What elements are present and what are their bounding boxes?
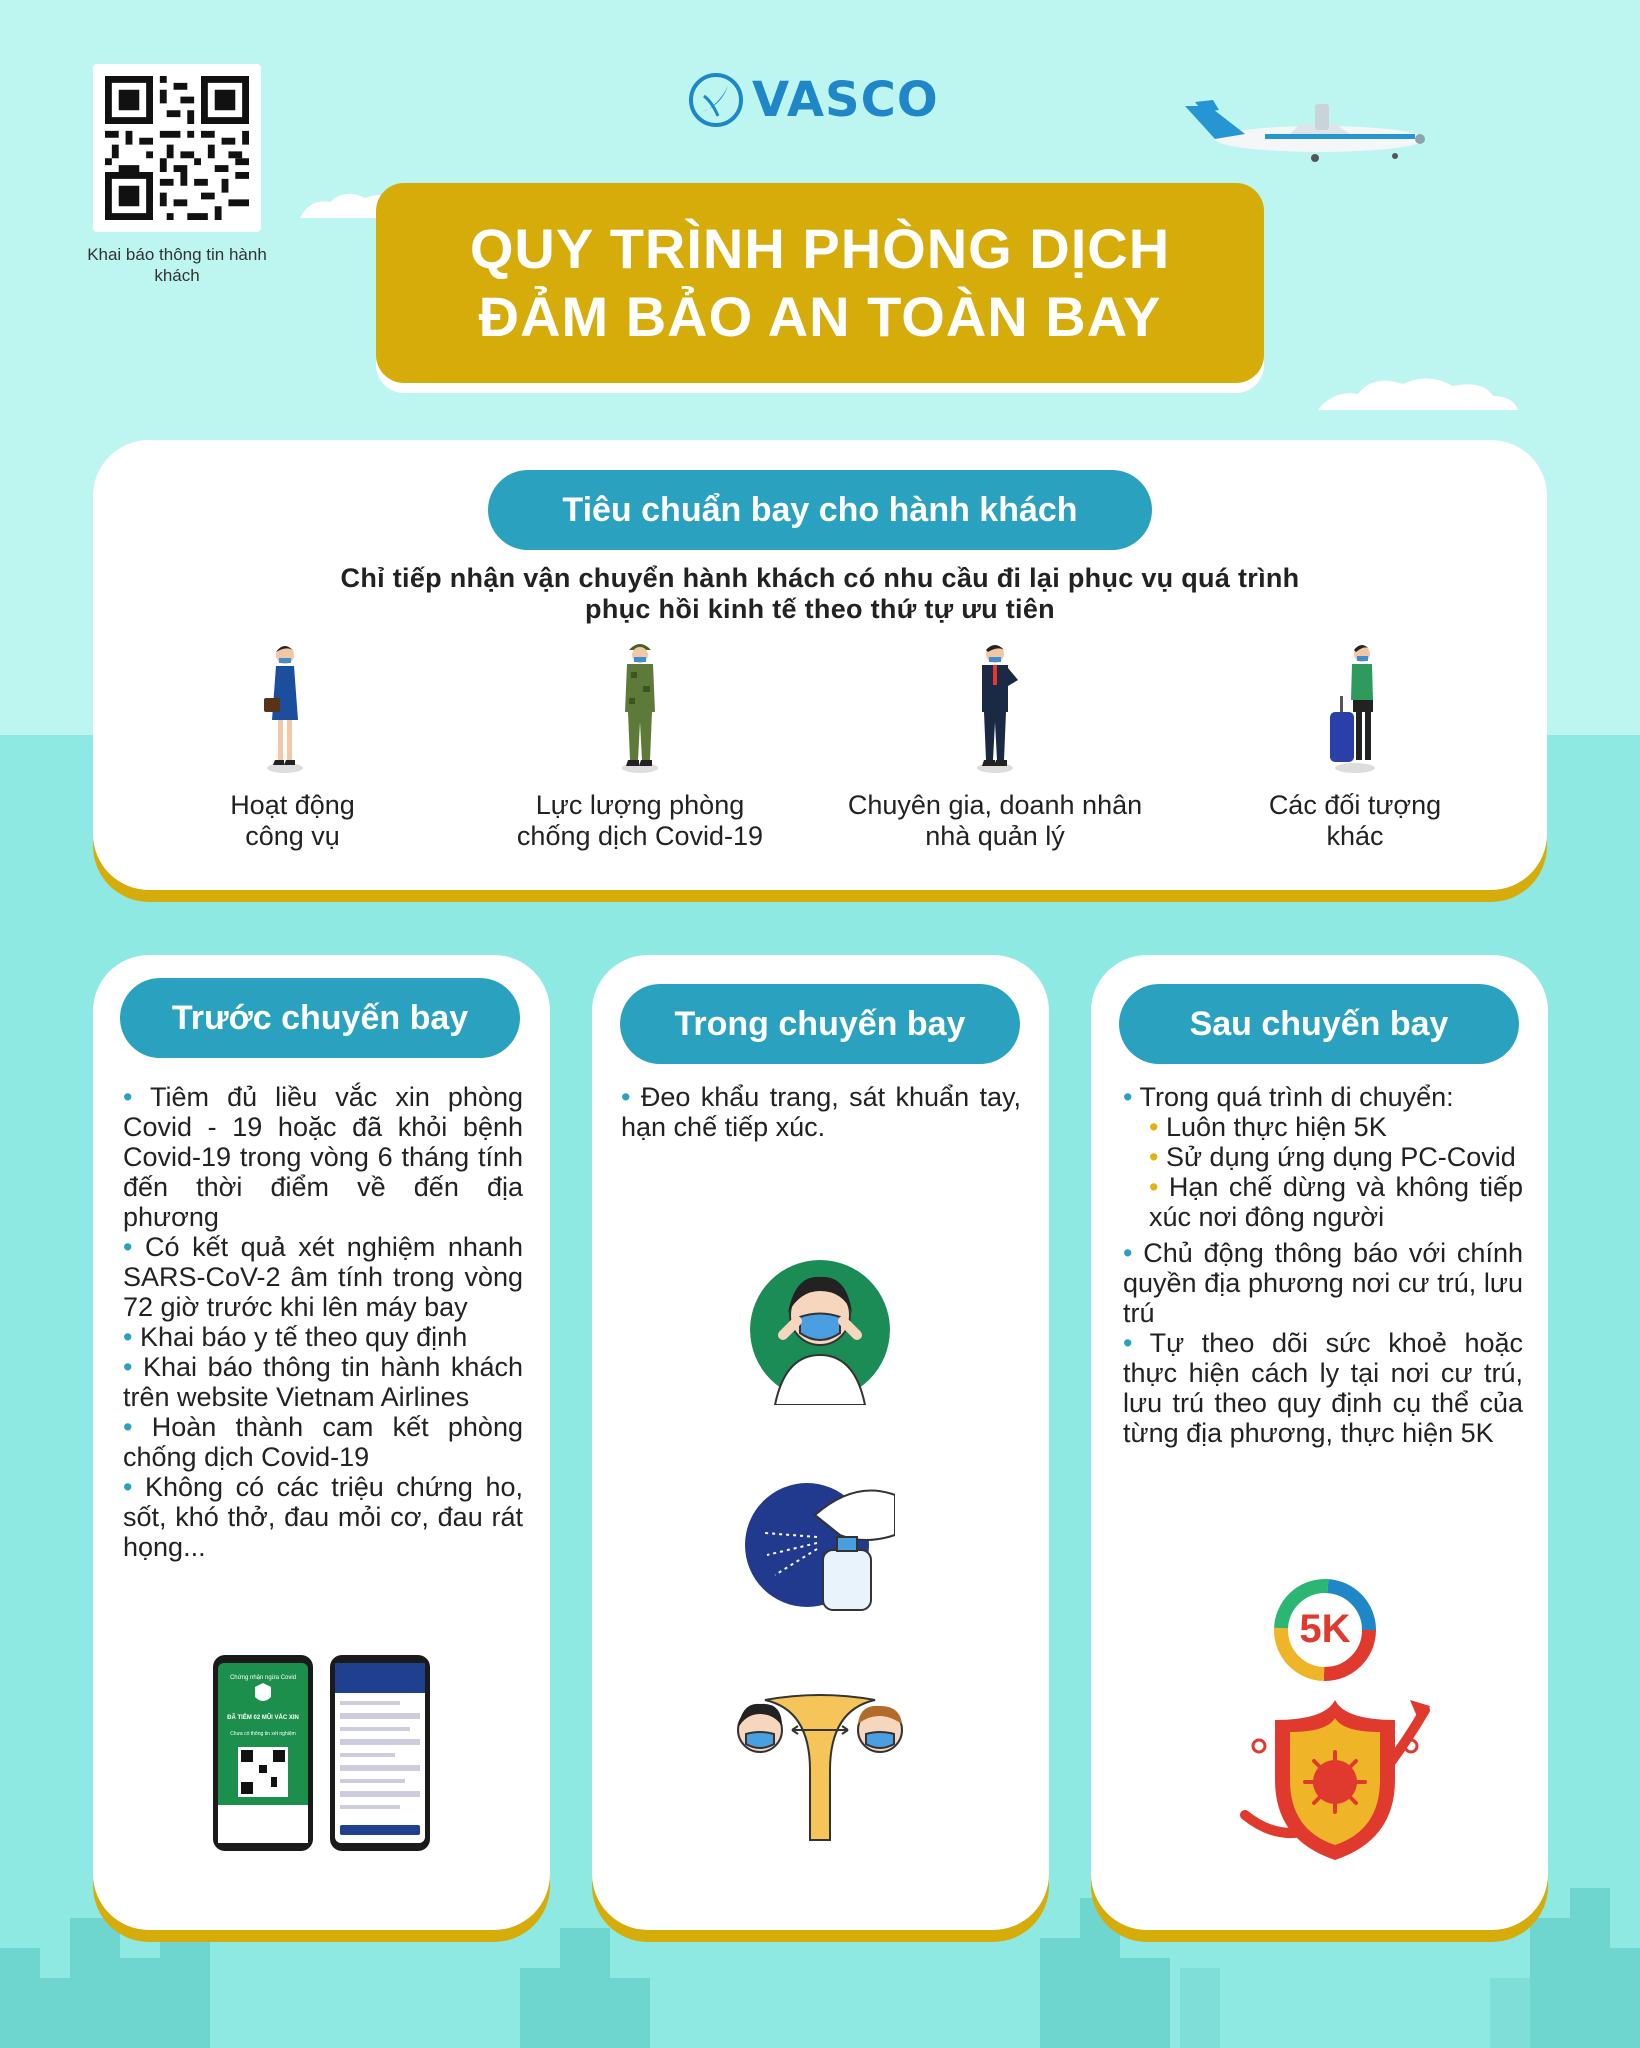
list-item: • Không có các triệu chứng ho, sốt, khó thở, đau mỏi cơ, đau rát họng... bbox=[123, 1472, 523, 1562]
list-item: • Trong quá trình di chuyển: bbox=[1123, 1082, 1454, 1112]
category-others bbox=[1230, 790, 1480, 852]
category-experts bbox=[820, 790, 1170, 852]
mask-wearing-icon bbox=[745, 1255, 895, 1405]
airplane-icon bbox=[1175, 94, 1435, 169]
list-item: • Khai báo thông tin hành khách trên website Vietnam Airlines bbox=[123, 1352, 523, 1412]
category-official bbox=[165, 790, 420, 852]
after-flight-heading: Sau chuyến bay bbox=[1119, 984, 1519, 1064]
health-declaration-phone bbox=[330, 1655, 430, 1851]
qr-code-image bbox=[105, 76, 249, 220]
list-item: • Đeo khẩu trang, sát khuẩn tay, hạn chế tiếp xúc. bbox=[621, 1082, 1021, 1142]
category-others-line-1: Các đối tượng bbox=[1268, 790, 1442, 820]
category-covid-force bbox=[480, 790, 800, 852]
category-official-line-2: công vụ bbox=[245, 821, 340, 851]
traveler-icon bbox=[1310, 640, 1400, 775]
sub-list-item: • Sử dụng ứng dụng PC-Covid bbox=[1149, 1142, 1516, 1172]
category-covid-force-line-1: Lực lượng phòng bbox=[535, 790, 745, 820]
phone-header: Chứng nhận ngừa Covid bbox=[229, 1675, 297, 1681]
list-item: • Có kết quả xét nghiệm nhanh SARS-CoV-2 âm tính trong vòng 72 giờ trước khi lên máy bay bbox=[123, 1232, 523, 1322]
category-experts-line-1: Chuyên gia, doanh nhân bbox=[847, 790, 1143, 820]
5k-badge bbox=[1270, 1575, 1380, 1685]
phone-note: Chưa có thông tin xét nghiệm bbox=[230, 1731, 296, 1737]
sub-list-item: • Luôn thực hiện 5K bbox=[1149, 1112, 1387, 1142]
official-woman-icon bbox=[240, 640, 330, 775]
standards-intro-line-1: Chỉ tiếp nhận vận chuyển hành khách có nhu cầu đi lại phục vụ quá trình bbox=[340, 563, 1300, 593]
standards-intro bbox=[240, 563, 1400, 625]
social-distance-icon bbox=[730, 1690, 910, 1850]
category-experts-line-2: nhà quản lý bbox=[925, 821, 1065, 851]
brand-name: VASCO bbox=[752, 72, 939, 128]
vaccine-certificate-phone bbox=[213, 1655, 313, 1851]
category-covid-force-line-2: chống dịch Covid-19 bbox=[516, 821, 764, 851]
soldier-icon bbox=[595, 640, 685, 775]
during-flight-list bbox=[621, 1082, 1021, 1142]
list-item: • Hoàn thành cam kết phòng chống dịch Covid-19 bbox=[123, 1412, 523, 1472]
before-flight-heading: Trước chuyến bay bbox=[120, 978, 520, 1058]
cloud-right bbox=[1318, 372, 1518, 410]
virus-shield-icon bbox=[1235, 1690, 1435, 1870]
list-item: • Tự theo dõi sức khoẻ hoặc thực hiện cách ly tại nơi cư trú, lưu trú theo quy định cụ thể của từng địa phương, thực hiện 5K bbox=[1123, 1328, 1524, 1448]
title-line-2: ĐẢM BẢO AN TOÀN BAY bbox=[478, 285, 1162, 348]
vasco-emblem-icon bbox=[688, 72, 744, 128]
after-flight-list bbox=[1123, 1082, 1523, 1448]
list-item: • Tiêm đủ liều vắc xin phòng Covid - 19 hoặc đã khỏi bệnh Covid-19 trong vòng 6 tháng tính đến thời điểm về đến địa phương bbox=[123, 1082, 523, 1232]
qr-code[interactable] bbox=[93, 64, 261, 232]
during-flight-heading: Trong chuyến bay bbox=[620, 984, 1020, 1064]
category-others-line-2: khác bbox=[1326, 821, 1384, 851]
title-line-1: QUY TRÌNH PHÒNG DỊCH bbox=[469, 217, 1171, 280]
category-official-line-1: Hoạt động bbox=[230, 790, 355, 820]
qr-caption: Khai báo thông tin hành khách bbox=[87, 245, 267, 285]
vasco-logo bbox=[688, 72, 958, 128]
5k-label: 5K bbox=[1299, 1607, 1351, 1651]
hand-sanitizer-icon bbox=[745, 1475, 895, 1625]
businessman-icon bbox=[950, 640, 1040, 775]
before-flight-list bbox=[123, 1082, 523, 1562]
standards-intro-line-2: phục hồi kinh tế theo thứ tự ưu tiên bbox=[585, 594, 1055, 624]
list-item: • Khai báo y tế theo quy định bbox=[123, 1322, 468, 1352]
main-title-banner bbox=[376, 183, 1264, 383]
sub-list-item: • Hạn chế dừng và không tiếp xúc nơi đông người bbox=[1149, 1172, 1523, 1232]
list-item: • Chủ động thông báo với chính quyền địa phương nơi cư trú, lưu trú bbox=[1123, 1238, 1523, 1328]
standards-heading: Tiêu chuẩn bay cho hành khách bbox=[488, 470, 1152, 550]
phone-status: ĐÃ TIÊM 02 MŨI VẮC XIN bbox=[227, 1715, 299, 1721]
